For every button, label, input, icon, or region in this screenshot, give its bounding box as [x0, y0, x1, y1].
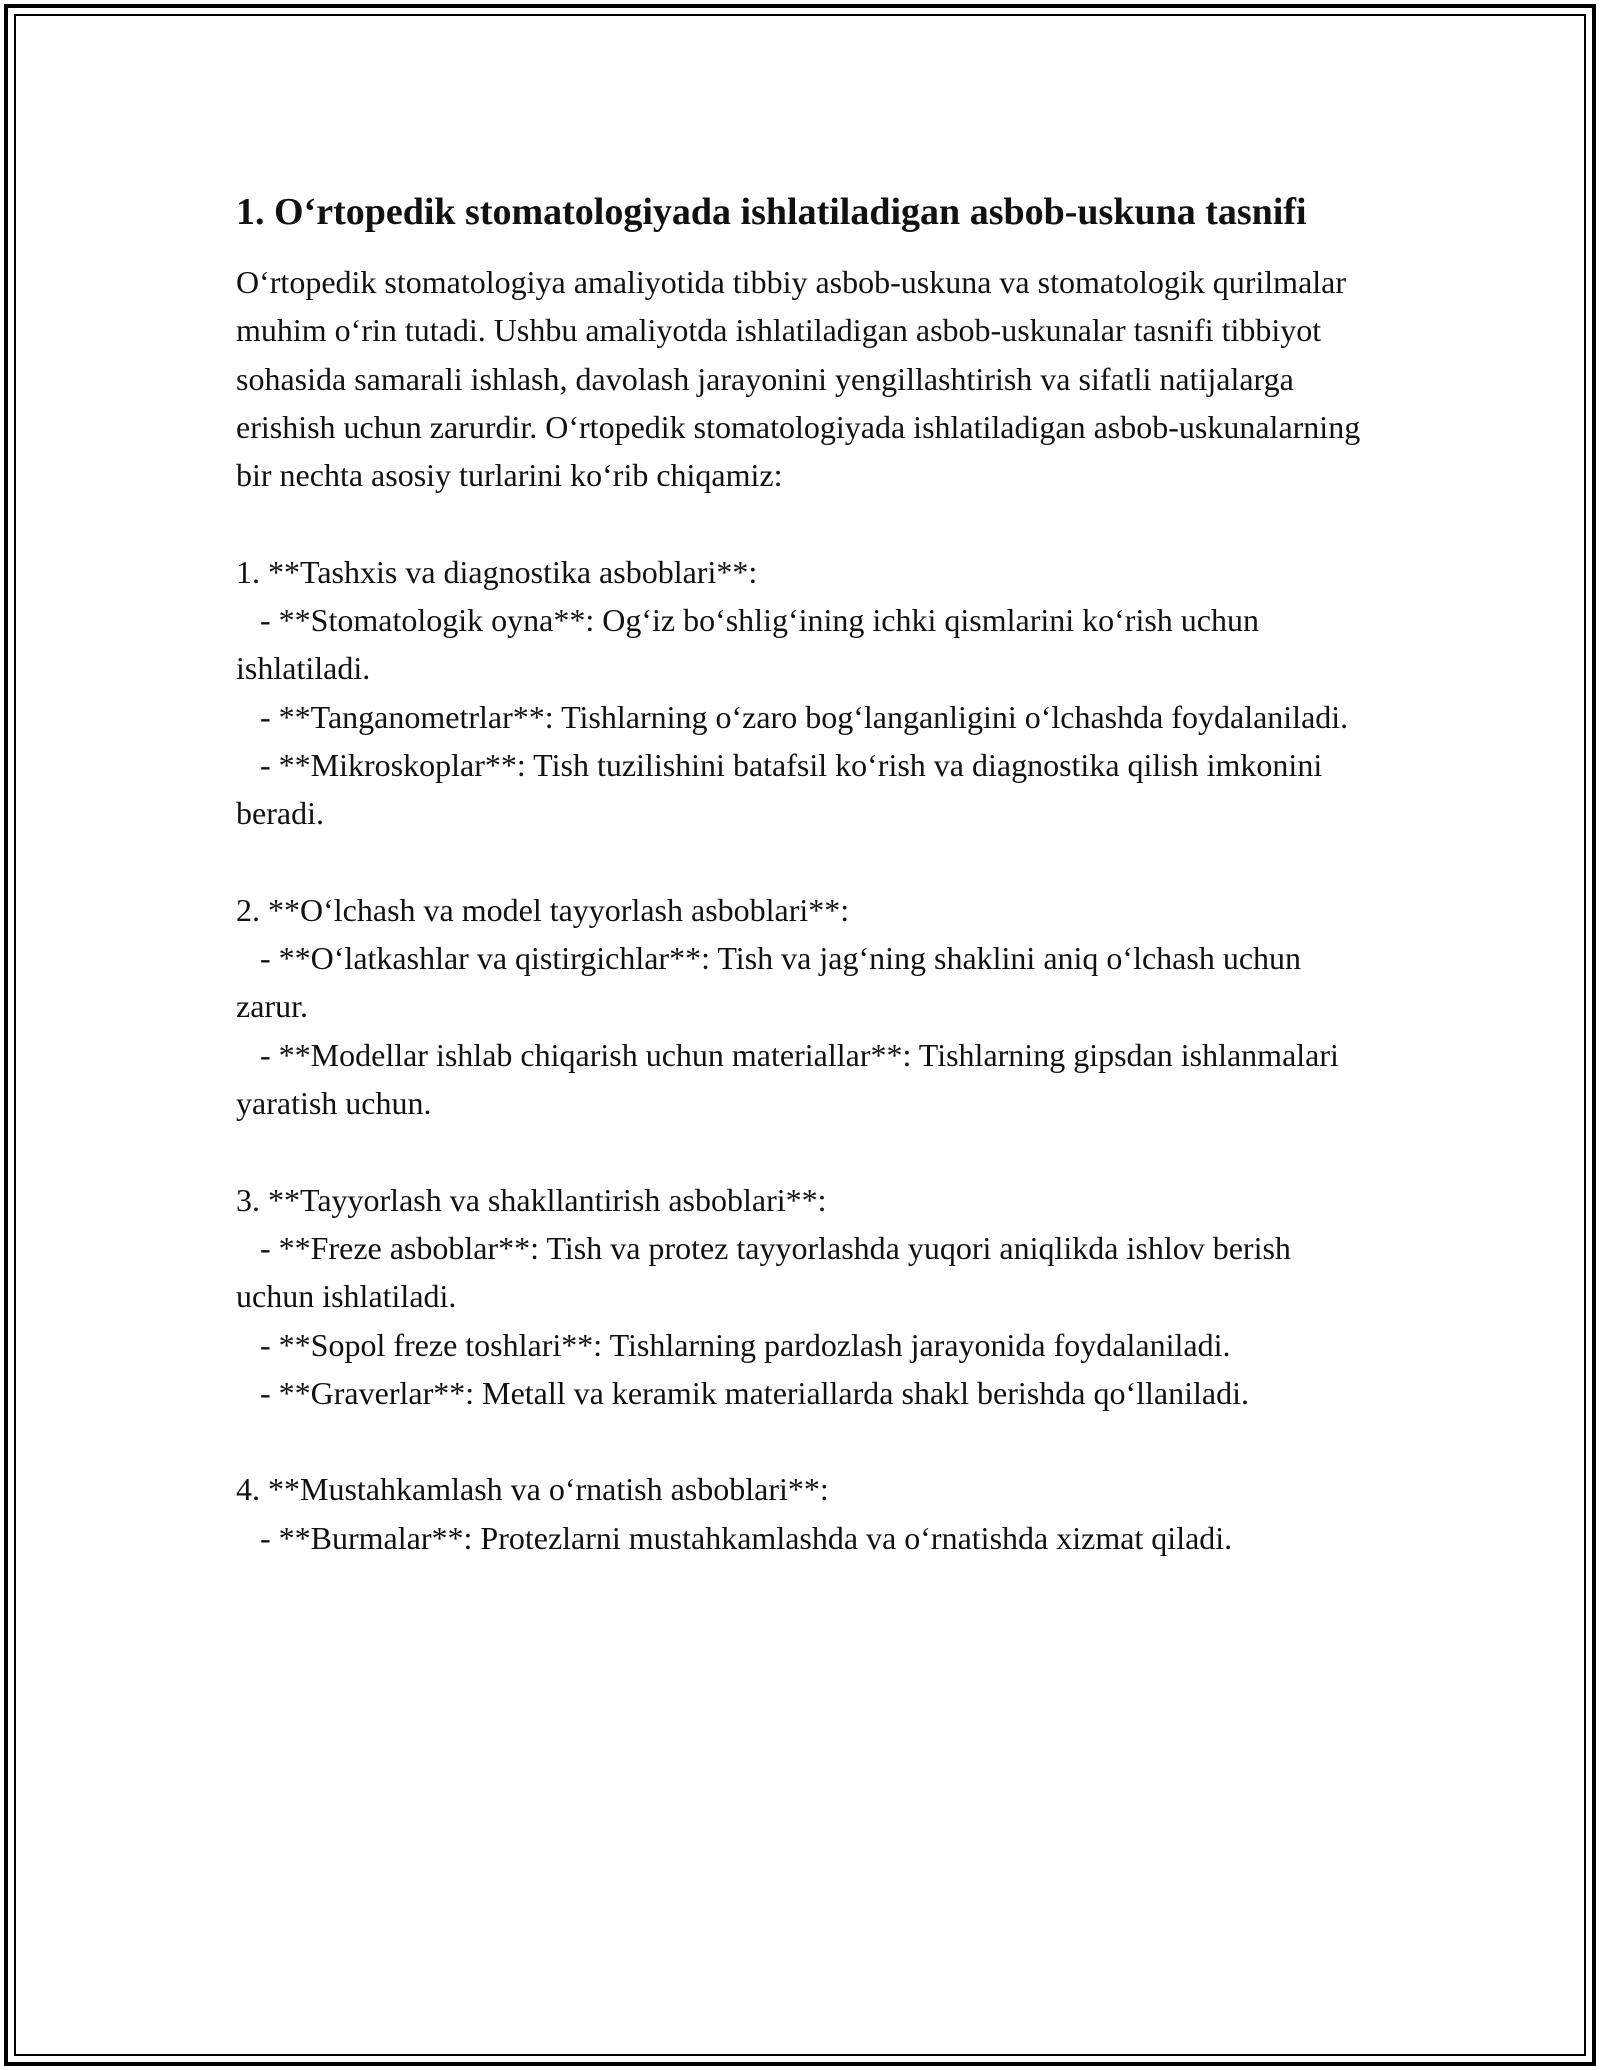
section-4 — [236, 1465, 1366, 1562]
list-item: - **O‘latkashlar va qistirgichlar**: Tish va jag‘ning shaklini aniq o‘lchash uchun zarur. — [236, 940, 1310, 1025]
list-item: - **Freze asboblar**: Tish va protez tayyorlashda yuqori aniqlikda ishlov berish uchun ishlatiladi. — [236, 1229, 1299, 1315]
spacer — [236, 1127, 1366, 1175]
list-item: - **Stomatologik oyna**: Og‘iz bo‘shlig‘ining ichki qismlarini ko‘rish uchun ishlatiladi. — [236, 602, 1267, 687]
list-item: - **Sopol freze toshlari**: Tishlarning pardozlash jarayonida foydalaniladi. — [236, 1326, 1231, 1363]
section-1 — [236, 548, 1366, 838]
spacer — [236, 499, 1366, 547]
document-heading: 1. O‘rtopedik stomatologiyada ishlatiladigan asbob-uskuna tasnifi — [236, 191, 1307, 233]
list-item: - **Modellar ishlab chiqarish uchun materiallar**: Tishlarning gipsdan ishlanmalari yaratish uchun. — [236, 1036, 1347, 1122]
list-item: - **Mikroskoplar**: Tish tuzilishini batafsil ko‘rish va diagnostika qilish imkonini beradi. — [236, 746, 1331, 832]
document-body — [236, 185, 1366, 1562]
spacer — [236, 1417, 1366, 1465]
section-3 — [236, 1176, 1366, 1417]
list-item: - **Burmalar**: Protezlarni mustahkamlashda va o‘rnatishda xizmat qiladi. — [236, 1519, 1233, 1556]
list-item: - **Tanganometrlar**: Tishlarning o‘zaro bog‘langanligini o‘lchashda foydalaniladi. — [236, 698, 1349, 735]
section-title: 1. **Tashxis va diagnostika asboblari**: — [236, 553, 758, 590]
intro-paragraph: O‘rtopedik stomatologiya amaliyotida tibbiy asbob-uskuna va stomatologik qurilmalar muhim o‘rin tutadi. Ushbu amaliyotda ishlatiladigan asbob-uskunalar tasnifi tibbiyot sohasida samarali ishlash, davolash jarayonini yengillashtirish va sifatli natijalarga erishish uchun zarurdir. O‘rtopedik stomatologiyada ishlatiladigan asbob-uskunalarning bir nechta asosiy turlarini ko‘rib chiqamiz: — [236, 264, 1361, 494]
section-title: 3. **Tayyorlash va shakllantirish asboblari**: — [236, 1181, 827, 1218]
section-title: 2. **O‘lchash va model tayyorlash asboblari**: — [236, 891, 850, 928]
spacer — [236, 838, 1366, 886]
section-title: 4. **Mustahkamlash va o‘rnatish asboblari**: — [236, 1471, 829, 1508]
list-item: - **Graverlar**: Metall va keramik materiallarda shakl berishda qo‘llaniladi. — [236, 1374, 1249, 1411]
section-2 — [236, 886, 1366, 1127]
